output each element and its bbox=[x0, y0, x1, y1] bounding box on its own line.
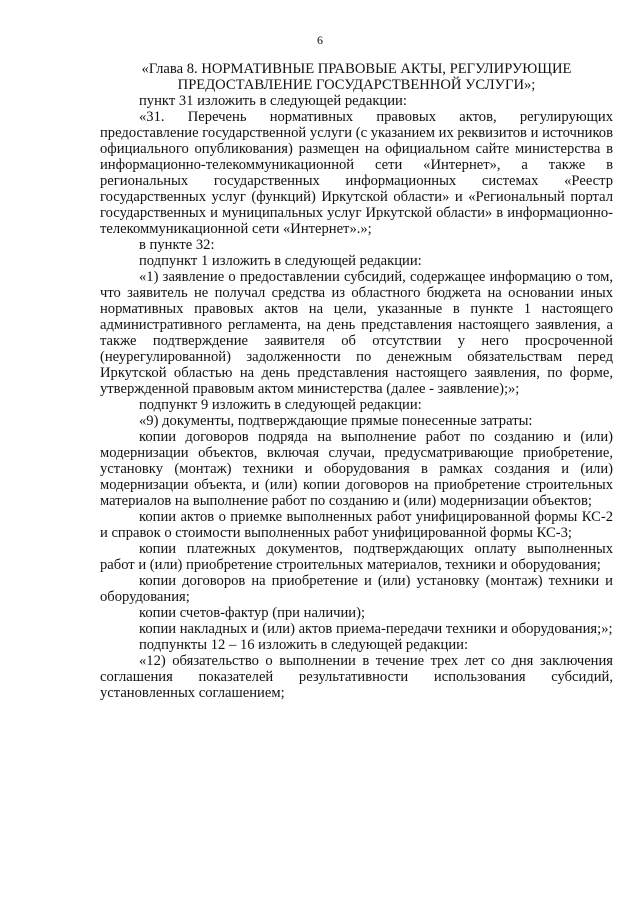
page-number: 6 bbox=[317, 33, 323, 47]
paragraph: копии платежных документов, подтверждающих оплату выполненных работ и (или) приобретение строительных материалов, техники и оборудования; bbox=[100, 541, 613, 573]
paragraph: «31. Перечень нормативных правовых актов, регулирующих предоставление государственной услуги (с указанием их реквизитов и источников официального опубликования) размещен на официальном сайте министерства в информационно-телекоммуникационной сети «Интернет», а также в региональных государственных информационных системах «Реестр государственных услуг (функций) Иркутской области» и «Региональный портал государственных и муниципальных услуг Иркутской области» в информационно-телекоммуникационной сети «Интернет».»; bbox=[100, 109, 613, 237]
paragraph: «9) документы, подтверждающие прямые понесенные затраты: bbox=[139, 413, 533, 429]
paragraph: «12) обязательство о выполнении в течение трех лет со дня заключения соглашения показателей результативности использования субсидий, установленных соглашением; bbox=[100, 653, 613, 701]
paragraph: копии договоров подряда на выполнение работ по созданию и (или) модернизации объектов, включая случаи, предусматривающие приобретение, установку (монтаж) техники и оборудования в рамках создания и (или) модернизации объекта, и (или) копии договоров на приобретение строительных материалов на выполнение работ по созданию и (или) модернизации объектов; bbox=[100, 429, 613, 509]
chapter-heading: «Глава 8. НОРМАТИВНЫЕ ПРАВОВЫЕ АКТЫ, РЕГУЛИРУЮЩИЕ ПРЕДОСТАВЛЕНИЕ ГОСУДАРСТВЕННОЙ УСЛУГИ»; bbox=[141, 61, 572, 93]
document-body bbox=[100, 61, 613, 701]
paragraph: копии актов о приемке выполненных работ унифицированной формы КС-2 и справок о стоимости выполненных работ унифицированной формы КС-3; bbox=[100, 509, 613, 541]
paragraph: копии счетов-фактур (при наличии); bbox=[139, 605, 366, 621]
paragraph: пункт 31 изложить в следующей редакции: bbox=[139, 93, 407, 109]
paragraph: копии договоров на приобретение и (или) установку (монтаж) техники и оборудования; bbox=[100, 573, 613, 605]
paragraph: «1) заявление о предоставлении субсидий, содержащее информацию о том, что заявитель не получал средства из областного бюджета на основании иных нормативных правовых актов на цели, указанные в пункте 1 настоящего административного регламента, на день представления настоящего заявления, а также подтверждение заявителя об отсутствии у него просроченной (неурегулированной) задолженности по денежным обязательствам перед Иркутской областью на день представления настоящего заявления, по форме, утвержденной правовым актом министерства (далее - заявление);»; bbox=[100, 269, 613, 397]
paragraph: подпункт 1 изложить в следующей редакции: bbox=[139, 253, 422, 269]
paragraph: в пункте 32: bbox=[139, 237, 215, 253]
paragraph: копии накладных и (или) актов приема-передачи техники и оборудования;»; bbox=[139, 621, 613, 637]
paragraph: подпункт 9 изложить в следующей редакции: bbox=[139, 397, 422, 413]
paragraph: подпункты 12 – 16 изложить в следующей редакции: bbox=[139, 637, 468, 653]
